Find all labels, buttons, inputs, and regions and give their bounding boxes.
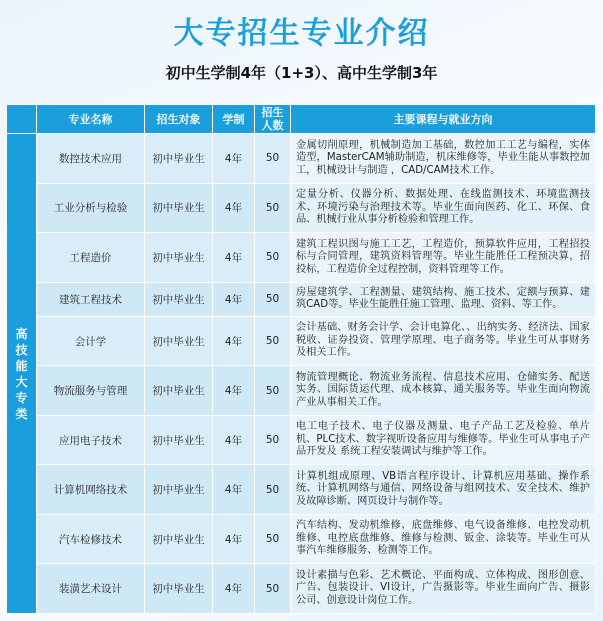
table-header-row [7,105,596,134]
table-row [7,366,596,416]
table-body [7,134,596,614]
table-row [7,233,596,283]
description-cell: 会计基础、财务会计学、会计电算化、、出纳实务、经济法、国家税收、证券投资、管理学原理、电子商务等。毕业生可从事财务及相关工作。 [291,316,596,366]
page-subtitle: 初中生学制4年（1+3）、高中生学制3年 [165,64,438,82]
count-cell: 50 [255,316,291,366]
description-cell: 物流管理概论、物流业务流程、信息技术应用、仓储实务、配送实务、国际货运代理、成本核算、通关服务等。毕业生面向物流产业从事相关工作。 [291,366,596,416]
header-category [7,105,37,134]
description-cell: 金属切削原理，机械制造加工基础，数控加工工艺与编程，实体造型，MasterCAM辅助制造，机床维修等，毕业生能从事数控加工，机械设计与制造 ，CAD/CAM技术工作。 [291,134,596,184]
target-cell: 初中毕业生 [145,564,213,614]
count-cell: 50 [255,514,291,564]
major-name: 汽车检修技术 [37,514,145,564]
count-cell: 50 [255,465,291,515]
target-cell: 初中毕业生 [145,366,213,416]
majors-table [6,104,596,614]
count-cell: 50 [255,282,291,316]
count-cell: 50 [255,134,291,184]
description-cell: 房屋建筑学、工程测量、建筑结构、施工技术、定额与预算、建筑CAD等。毕业生能胜任施工管理、监理、资料、等工作。 [291,282,596,316]
years-cell: 4年 [213,564,255,614]
description-cell: 定量分析、仪器分析、数据处理、在线监测技术、环境监测技术、环境污染与治理技术等。毕业生面向医药、化工、环保、食品、机械行业从事分析检验和管理工作。 [291,183,596,233]
years-cell: 4年 [213,183,255,233]
count-cell: 50 [255,233,291,283]
page-title: 大专招生专业介绍 [173,16,430,51]
table-row [7,564,596,614]
table-row [7,282,596,316]
header-years: 学制 [213,105,255,134]
major-name: 工业分析与检验 [37,183,145,233]
table-row [7,415,596,465]
count-cell: 50 [255,366,291,416]
major-name: 装潢艺术设计 [37,564,145,614]
years-cell: 4年 [213,134,255,184]
years-cell: 4年 [213,415,255,465]
years-cell: 4年 [213,282,255,316]
description-cell: 建筑工程识图与施工工艺，工程造价，预算软件应用，工程招投标与合同管理，建筑资料管理等。毕业生能胜任工程预决算，招投标，工程造价全过程控制，资料管理等工作。 [291,233,596,283]
major-name: 计算机网络技术 [37,465,145,515]
target-cell: 初中毕业生 [145,134,213,184]
major-name: 应用电子技术 [37,415,145,465]
major-name: 会计学 [37,316,145,366]
years-cell: 4年 [213,465,255,515]
table-row [7,514,596,564]
table-row [7,134,596,184]
target-cell: 初中毕业生 [145,183,213,233]
description-cell: 汽车结构、发动机维修、底盘维修、电气设备维修、电控发动机维修、电控底盘维修、维修与检测、钣金、涂装等。毕业生可从事汽车维修服务、检测等工作。 [291,514,596,564]
count-cell: 50 [255,415,291,465]
target-cell: 初中毕业生 [145,465,213,515]
target-cell: 初中毕业生 [145,282,213,316]
header-count: 招生人数 [255,105,291,134]
years-cell: 4年 [213,366,255,416]
count-cell: 50 [255,564,291,614]
header-description: 主要课程与就业方向 [291,105,596,134]
category-cell: 高技能大专类 [7,134,37,614]
major-name: 物流服务与管理 [37,366,145,416]
target-cell: 初中毕业生 [145,316,213,366]
years-cell: 4年 [213,316,255,366]
years-cell: 4年 [213,514,255,564]
table-row [7,465,596,515]
header-major-name: 专业名称 [37,105,145,134]
target-cell: 初中毕业生 [145,233,213,283]
description-cell: 设计素描与色彩、艺术概论、平面构成、立体构成、图形创意、广告、包装设计、VI设计，广告摄影等。毕业生面向广告、摄影公司、创意设计岗位工作。 [291,564,596,614]
target-cell: 初中毕业生 [145,415,213,465]
description-cell: 电工电子技术、电子仪器及测量、电子产品工艺及检验、单片机、PLC技术、数字视听设备应用与维修等。毕业生可从事电子产品开发及 系统工程安装调试与维护等工作。 [291,415,596,465]
table-row [7,183,596,233]
major-name: 建筑工程技术 [37,282,145,316]
count-cell: 50 [255,183,291,233]
major-name: 数控技术应用 [37,134,145,184]
target-cell: 初中毕业生 [145,514,213,564]
majors-table-container [6,104,596,614]
header-target: 招生对象 [145,105,213,134]
table-row [7,316,596,366]
major-name: 工程造价 [37,233,145,283]
years-cell: 4年 [213,233,255,283]
description-cell: 计算机组成原理、VB语言程序设计、计算机应用基础、操作系统、计算机网络与通信、网络设备与组网技术、安全技术、维护及故障诊断、网页设计与制作等。 [291,465,596,515]
